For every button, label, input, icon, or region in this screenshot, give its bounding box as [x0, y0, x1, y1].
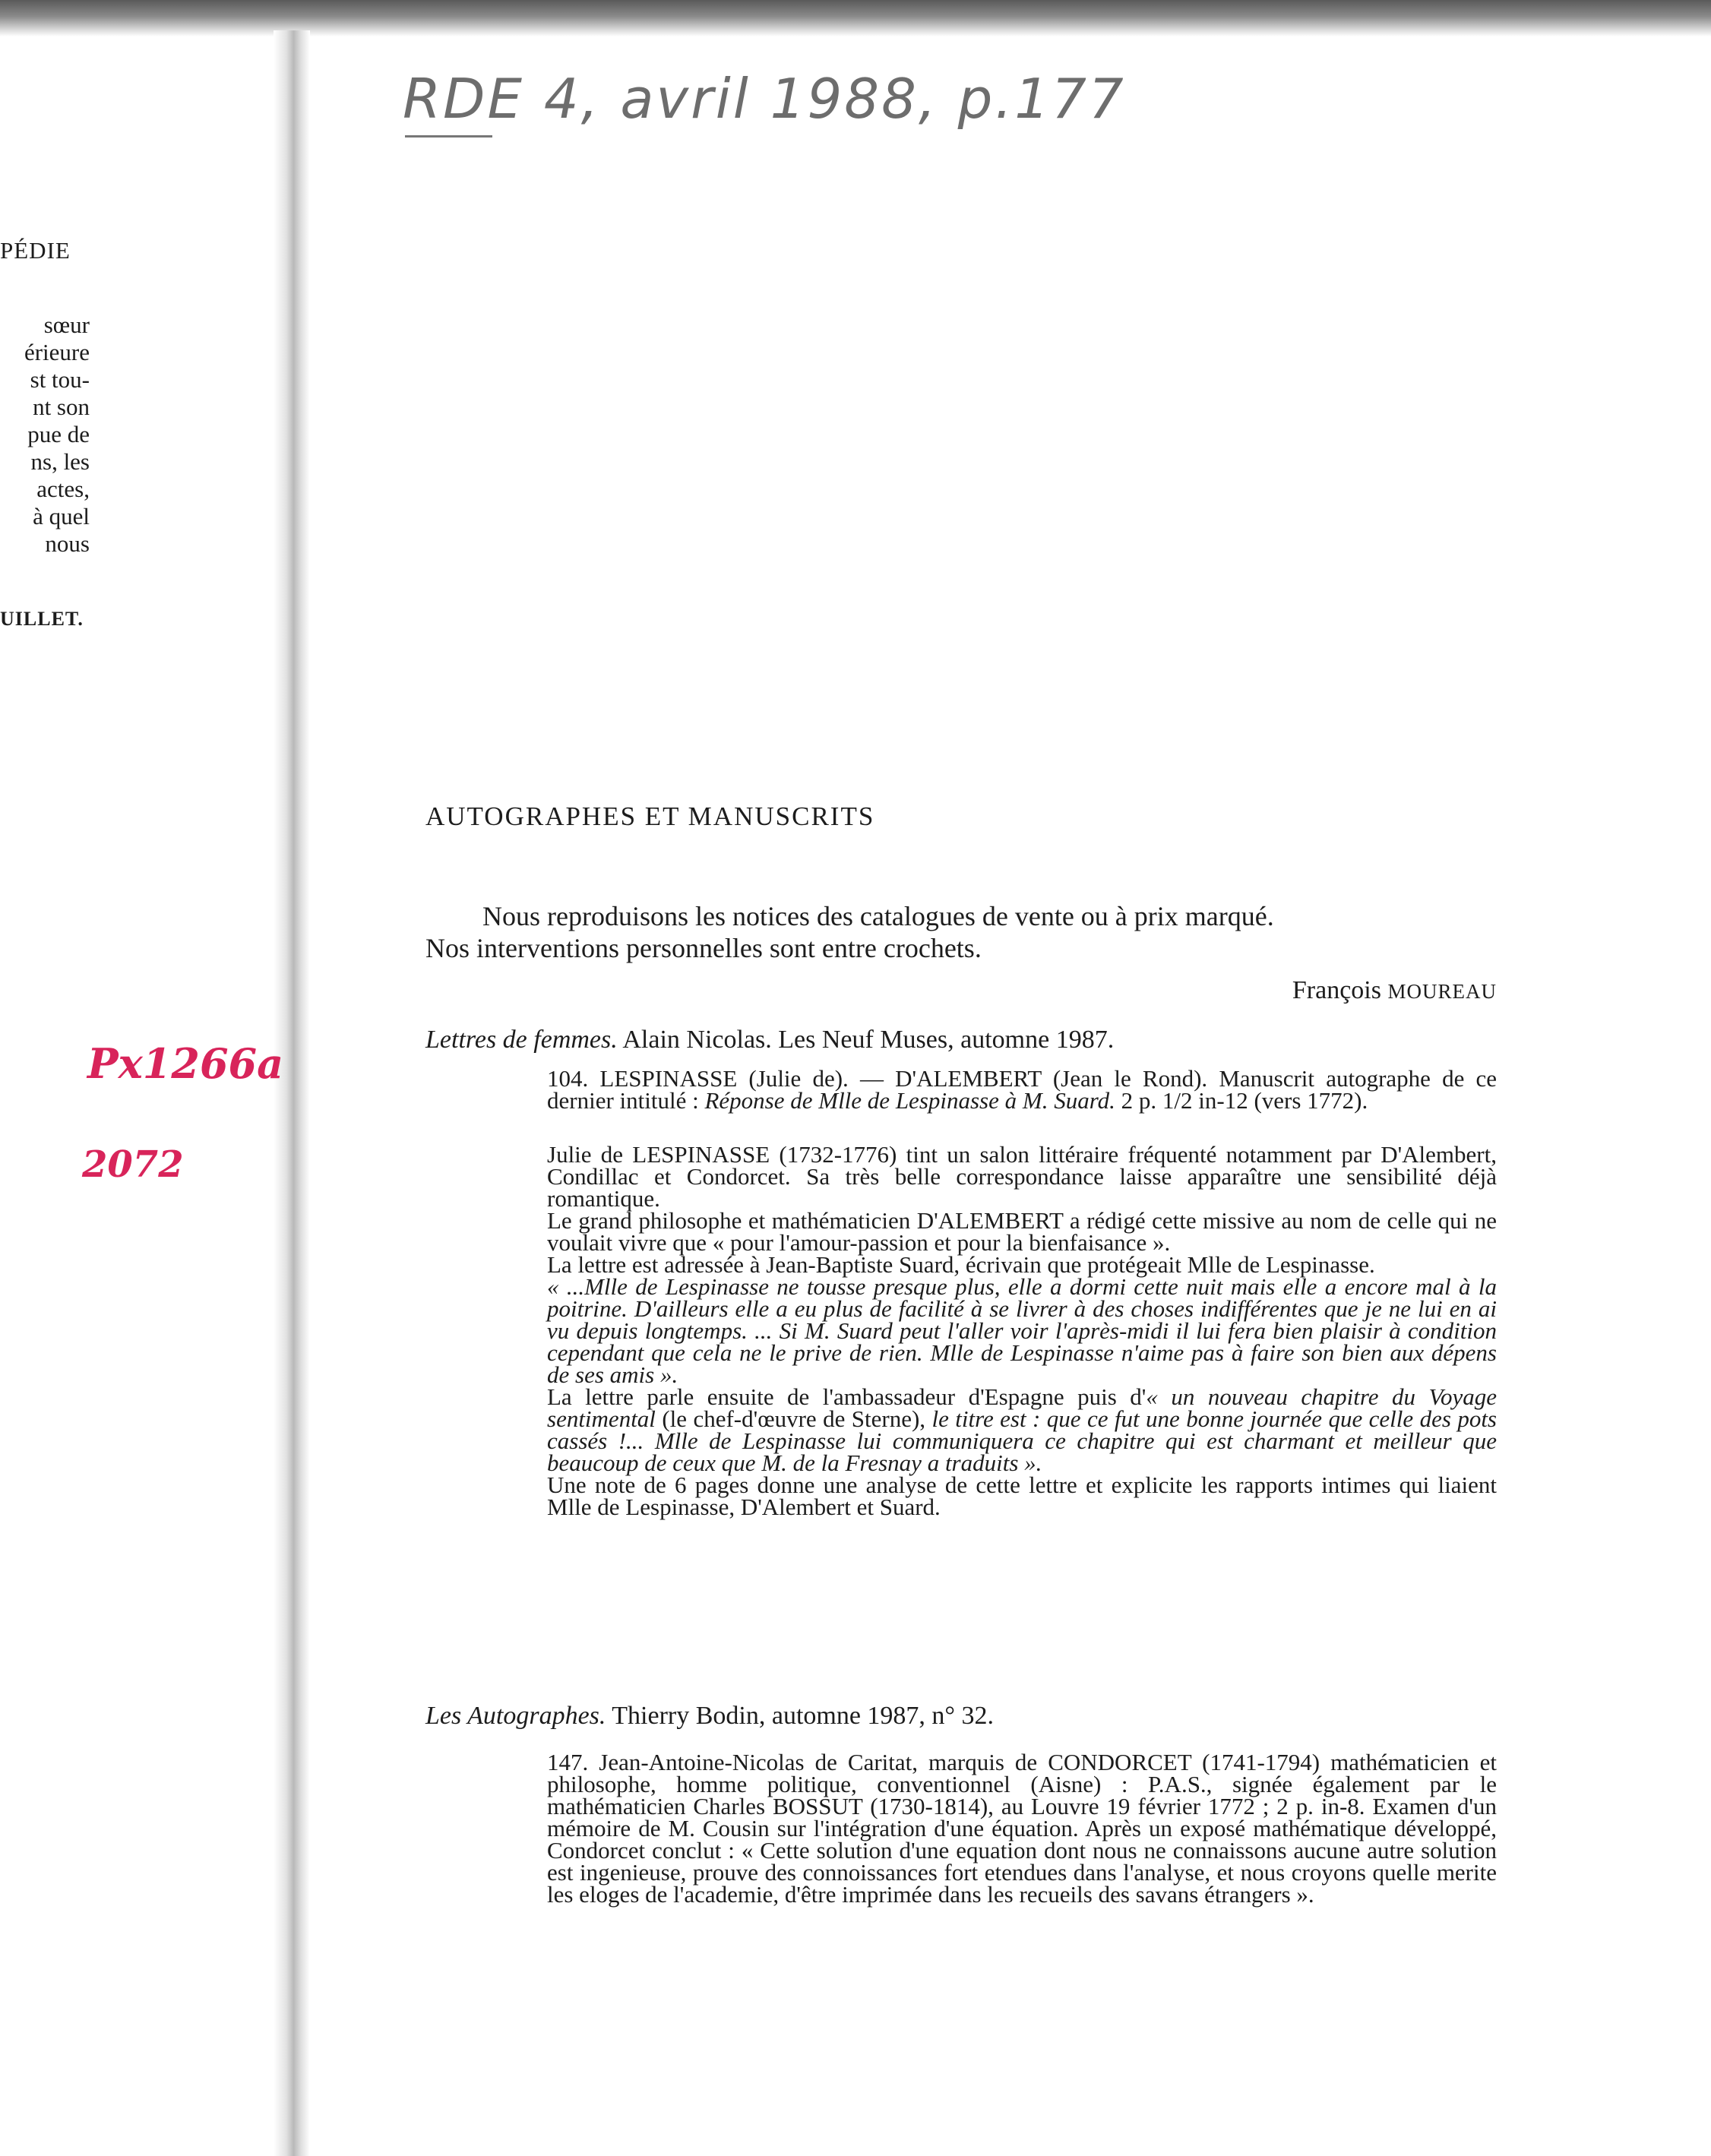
entry-number: 147.	[547, 1749, 589, 1775]
entry-number: 104.	[547, 1065, 589, 1092]
body-paragraph: La lettre est adressée à Jean-Baptiste Suard, écrivain que protégeait Mlle de Lespinasse.	[547, 1251, 1375, 1278]
source-details: Alain Nicolas. Les Neuf Muses, automne 1987.	[617, 1026, 1115, 1054]
red-stamp-code: Px1266a	[87, 1039, 284, 1088]
left-line: st tou-	[30, 366, 90, 393]
entry-line-italic: Réponse de Mlle de Lespinasse à	[704, 1087, 1017, 1114]
left-page-lines	[0, 311, 90, 558]
author-first-name: François	[1292, 976, 1381, 1004]
section-1-source	[425, 1026, 1497, 1054]
entry-147	[547, 1749, 1498, 1908]
left-line: érieure	[24, 339, 90, 365]
left-line: pue de	[27, 421, 90, 447]
left-line: nt son	[33, 394, 90, 420]
red-stamp-number: 2072	[82, 1143, 184, 1186]
left-page-signature: UILLET.	[0, 608, 84, 630]
intro	[425, 900, 1497, 964]
left-line: à quel	[33, 503, 90, 530]
body-paragraph: Une note de 6 pages donne une analyse de cette lettre et explicite les rapports intimes qui liaient Mlle de Lespinasse, D'Alembert et Suard.	[547, 1472, 1497, 1520]
body-paragraph: Julie de LESPINASSE (1732-1776) tint un salon littéraire fréquenté notamment par D'Alembert, Condillac et Condorcet. Sa très belle correspondance laisse apparaître une sensibilité déjà romantique.	[547, 1141, 1497, 1212]
section-2-source	[425, 1702, 1497, 1731]
body-text: La lettre parle ensuite de l'ambassadeur d'Espagne puis d'	[547, 1383, 1146, 1410]
left-line: ns, les	[30, 448, 90, 475]
entry-line: LESPINASSE (Julie de). — D'ALEMBERT (Jean le Rond). Manuscrit	[599, 1065, 1315, 1092]
entry-line-italic: M. Suard.	[1022, 1087, 1115, 1114]
source-details: Thierry Bodin, automne 1987, n° 32.	[606, 1702, 995, 1730]
source-title: Les Autographes.	[425, 1702, 606, 1730]
intro-line-2: Nos interventions personnelles sont entre crochets.	[425, 933, 982, 963]
left-page-heading: PÉDIE	[0, 237, 71, 264]
entry-line: autographe de ce dernier intitulé :	[547, 1065, 1498, 1114]
handwritten-reference: RDE 4, avril 1988, p.177	[403, 67, 1126, 131]
handwritten-underline	[405, 135, 492, 138]
section-1-body	[547, 1143, 1497, 1518]
left-line: sœur	[43, 311, 90, 338]
body-text: (le chef-d'œuvre de Sterne),	[655, 1405, 932, 1432]
author-last-name: MOUREAU	[1387, 980, 1497, 1003]
book-gutter	[274, 30, 310, 2156]
quote-text: « un nouveau chapitre du Voyage sentimental	[547, 1383, 1497, 1432]
left-line: nous	[45, 530, 90, 557]
article-title: AUTOGRAPHES ET MANUSCRITS	[425, 801, 875, 831]
entry-line: 2 p. 1/2 in-12 (vers 1772).	[1115, 1087, 1368, 1114]
quote-paragraph: « ...Mlle de Lespinasse ne tousse presque plus, elle a dormi cette nuit mais elle a encore mal à la poitrine. D'ailleurs elle a eu plus de facilité à se livrer à des choses indifférentes que je ne lui en ai vu depuis longtemps. ... Si M. Suard peut l'aller voir l'après-midi il lui fera bien plaisir à condition cependant que cela ne le prive de rien. Mlle de Lespinasse n'aime pas à faire son bien aux dépens de ses amis ».	[547, 1273, 1497, 1388]
body-paragraph-mixed	[547, 1383, 1497, 1476]
entry-text: Jean-Antoine-Nicolas de Caritat, marquis de CONDORCET (1741-1794) mathématicien et philosophe, homme politique, conventionnel (Aisne) : P.A.S., signée également par le mathématicien Charles BOSSUT (1730-1814), au Louvre 19 février 1772 ; 2 p. in-8. Examen d'un mémoire de M. Cousin sur l'intégration d'une équation. Après un exposé mathématique développé, Condorcet conclut : « Cette solution d'une equation dont nous ne connaissons aucune autre solution est ingenieuse, prouve des connoissances fort etendues dans l'analyse, et nous croyons quelle merite les eloges de l'academie, d'être imprimée dans les recueils des savans étrangers ».	[547, 1749, 1498, 1908]
entry-104	[547, 1065, 1498, 1114]
author-signature	[1292, 976, 1497, 1005]
quote-text: le titre est : que ce fut une bonne journée que celle des pots cassés !... Mlle de Lespinasse lui communiquera ce chapitre qui est charmant et meilleur que beaucoup de ceux que M. de la Fresnay a traduits ».	[547, 1405, 1497, 1476]
left-line: actes,	[36, 476, 90, 502]
intro-line-1: Nous reproduisons les notices des catalogues de vente ou à prix marqué.	[482, 901, 1274, 931]
body-paragraph: Le grand philosophe et mathématicien D'ALEMBERT a rédigé cette missive au nom de celle qui ne voulait vivre que « pour l'amour-passion et pour la bienfaisance ».	[547, 1207, 1497, 1256]
source-title: Lettres de femmes.	[425, 1026, 618, 1054]
